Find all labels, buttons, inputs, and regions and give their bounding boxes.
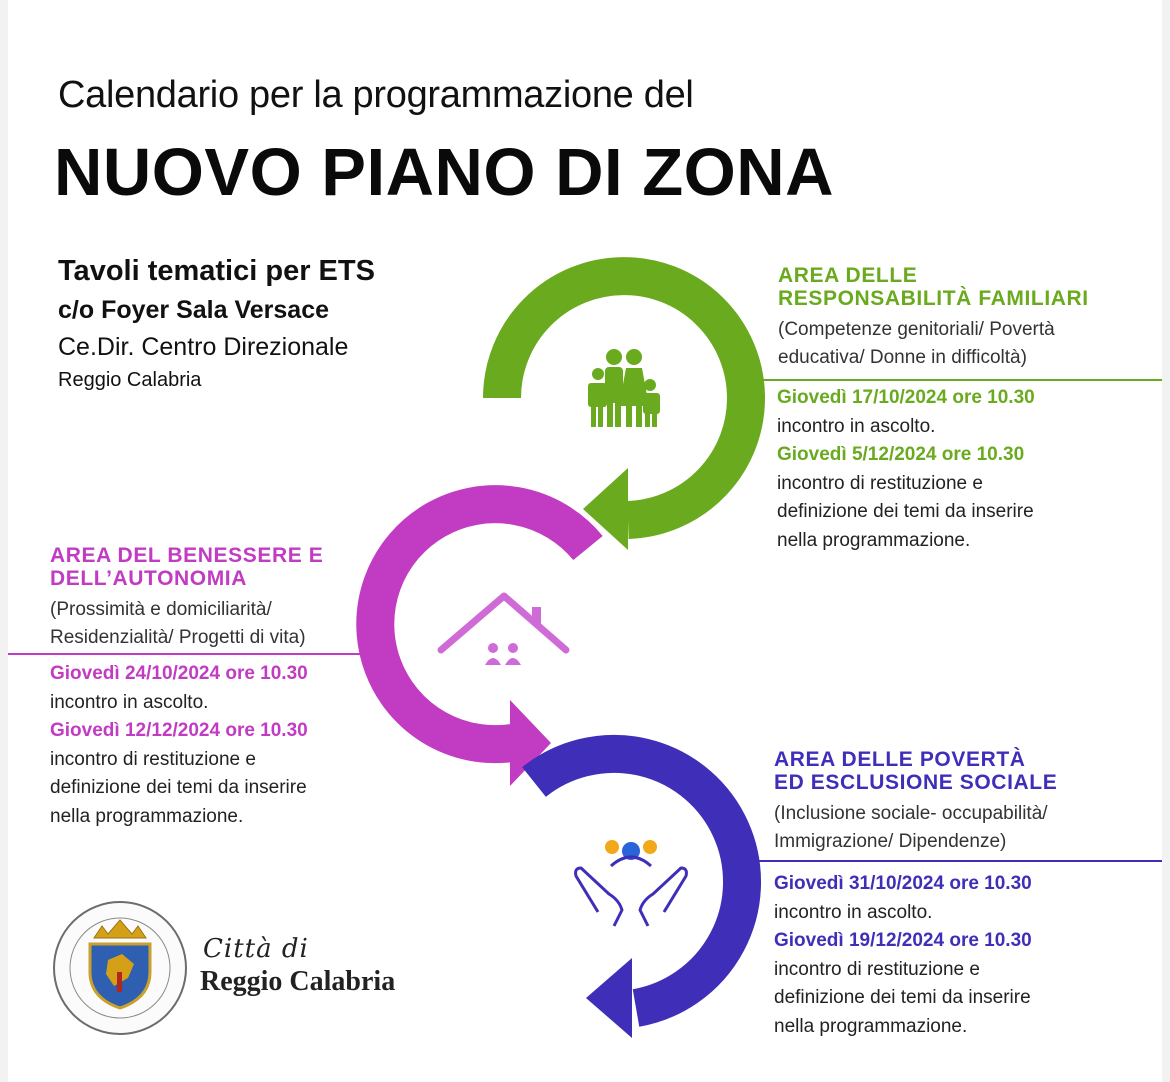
area-poverty-subtitle [774,800,1048,856]
area-poverty-dates [774,870,1032,1041]
logo-city-name: Reggio Calabria [200,966,396,997]
family-icon [588,349,660,427]
area-wellbeing-dates [50,660,308,831]
area-poverty-desc-1: incontro in ascolto. [774,901,933,923]
info-line-3: Ce.Dir. Centro Direzionale [58,333,349,361]
area-family-title-line-2: RESPONSABILITÀ FAMILIARI [778,287,1089,310]
area-poverty-desc-2-line-3: nella programmazione. [774,1015,968,1037]
area-family-subtitle [778,316,1055,372]
area-wellbeing-date-2: Giovedì 12/12/2024 ore 10.30 [50,720,308,741]
area-wellbeing-desc-1: incontro in ascolto. [50,691,209,713]
area-wellbeing-sub-line-1: (Prossimità e domiciliarità/ [50,599,272,620]
area-wellbeing-desc-2-line-2: definizione dei temi da inserire [50,777,307,798]
info-line-2: c/o Foyer Sala Versace [58,296,330,324]
area-family-title-line-1: AREA DELLE [778,264,918,287]
area-family-sub-line-1: (Competenze genitoriali/ Povertà [778,319,1055,340]
page-title: NUOVO PIANO DI ZONA [54,135,835,210]
area-family-date-2: Giovedì 5/12/2024 ore 10.30 [777,444,1025,465]
city-seal-icon [54,902,186,1034]
area-poverty-date-2: Giovedì 19/12/2024 ore 10.30 [774,930,1032,951]
green-rule [740,379,1162,381]
indigo-rule [756,860,1162,862]
info-line-1: Tavoli tematici per ETS [58,255,375,287]
area-family-sub-line-2: educativa/ Donne in difficoltà) [778,347,1027,368]
area-poverty-sub-line-2: Immigrazione/ Dipendenze) [774,831,1007,852]
caring-hands-icon [576,840,687,926]
title-line-1: Calendario per la programmazione del [58,74,694,116]
area-poverty-sub-line-1: (Inclusione sociale- occupabilità/ [774,803,1048,824]
area-family-date-1: Giovedì 17/10/2024 ore 10.30 [777,387,1035,408]
indigo-arc [534,754,742,1038]
area-poverty-title [774,748,1057,794]
area-wellbeing-date-1: Giovedì 24/10/2024 ore 10.30 [50,663,308,684]
area-wellbeing-title-line-2: DELL’AUTONOMIA [50,567,248,590]
logo-city-of: Città di [203,934,309,964]
info-line-4: Reggio Calabria [58,369,202,391]
magenta-rule [8,653,376,655]
area-poverty-title-line-1: AREA DELLE POVERTÀ [774,748,1026,771]
area-family-desc-2-line-3: nella programmazione. [777,529,971,551]
area-wellbeing-title-line-1: AREA DEL BENESSERE E [50,544,324,567]
area-wellbeing-desc-2-line-3: nella programmazione. [50,805,244,827]
area-wellbeing-sub-line-2: Residenzialità/ Progetti di vita) [50,627,306,648]
area-wellbeing-subtitle [50,596,306,652]
area-wellbeing-title [50,544,323,590]
area-poverty-desc-2-line-2: definizione dei temi da inserire [774,987,1031,1008]
home-icon [441,596,566,665]
area-family-desc-1: incontro in ascolto. [777,415,936,437]
area-poverty-date-1: Giovedì 31/10/2024 ore 10.30 [774,873,1032,894]
area-poverty-desc-2-line-1: incontro di restituzione e [774,958,980,980]
area-family-desc-2-line-1: incontro di restituzione e [777,472,983,494]
poster [8,0,1162,1082]
area-family-title [778,264,1089,310]
area-wellbeing-desc-2-line-1: incontro di restituzione e [50,748,256,770]
area-poverty-title-line-2: ED ESCLUSIONE SOCIALE [774,771,1058,794]
area-family-dates [777,384,1035,555]
area-family-desc-2-line-2: definizione dei temi da inserire [777,501,1034,522]
